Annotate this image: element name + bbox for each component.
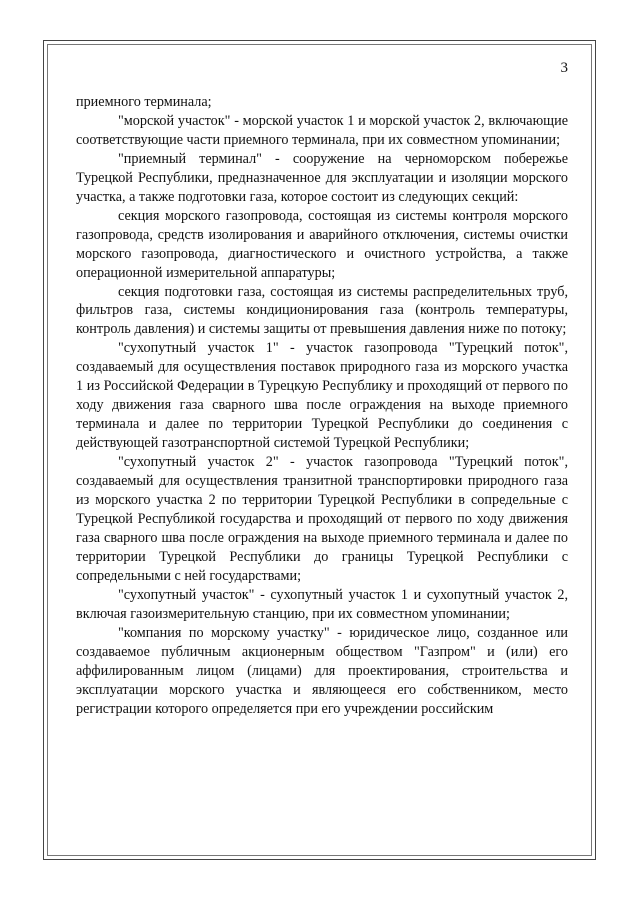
paragraph-receiving-terminal: "приемный терминал" - сооружение на черноморском побережье Турецкой Республики, предназначенное для эксплуатации и изоляции морского участка, а также подготовки газа, которое состоит из следующих секций: [76, 150, 568, 205]
paragraph-land-section-2: "сухопутный участок 2" - участок газопровода "Турецкий поток", создаваемый для осуществления транзитной транспортировки природного газа из морского участка 2 по территории Турецкой Республики в сопредельные с Турецкой Республикой государства и проходящий от первого по ходу движения газа сварного шва после ограждения на выходе приемного терминала и далее по территории Турецкой Республики до границы Турецкой Республики с сопредельными с ней государствами; [76, 454, 568, 584]
page-number: 3 [560, 60, 568, 76]
paragraph-sea-section: "морской участок" - морской участок 1 и морской участок 2, включающие соответствующие части приемного терминала, при их совместном упоминании; [76, 112, 568, 148]
paragraph-land-section: "сухопутный участок" - сухопутный участок 1 и сухопутный участок 2, включая газоизмерительную станцию, при их совместном упоминании; [76, 586, 568, 622]
paragraph-sea-company: "компания по морскому участку" - юридическое лицо, созданное или создаваемое публичным акционерным обществом "Газпром" и (или) его аффилированным лицом (лицами) для проектирования, строительства и эксплуатации морского участка и являющееся его собственником, место регистрации которого определяется при его учреждении российским [76, 624, 568, 717]
paragraph-offshore-pipeline-section: секция морского газопровода, состоящая из системы контроля морского газопровода, средств изолирования и аварийного отключения, системы очистки морского газопровода, диагностического и очистного устройства, а также операционной измерительной аппаратуры; [76, 207, 568, 281]
paragraph-land-section-1: "сухопутный участок 1" - участок газопровода "Турецкий поток", создаваемый для осуществления поставок природного газа из морского участка 1 из Российской Федерации в Турецкую Республику и проходящий от первого по ходу движения газа сварного шва после ограждения на выходе приемного терминала и далее по территории Турецкой Республики до соединения с действующей газотранспортной системой Турецкой Республики; [76, 340, 568, 452]
paragraph-gas-preparation-section: секция подготовки газа, состоящая из системы распределительных труб, фильтров газа, системы кондиционирования газа (контроль температуры, контроль давления) и системы защиты от превышения давления ниже по потоку; [76, 283, 568, 338]
document-body [76, 93, 568, 718]
paragraph-terminal-end: приемного терминала; [76, 94, 212, 110]
